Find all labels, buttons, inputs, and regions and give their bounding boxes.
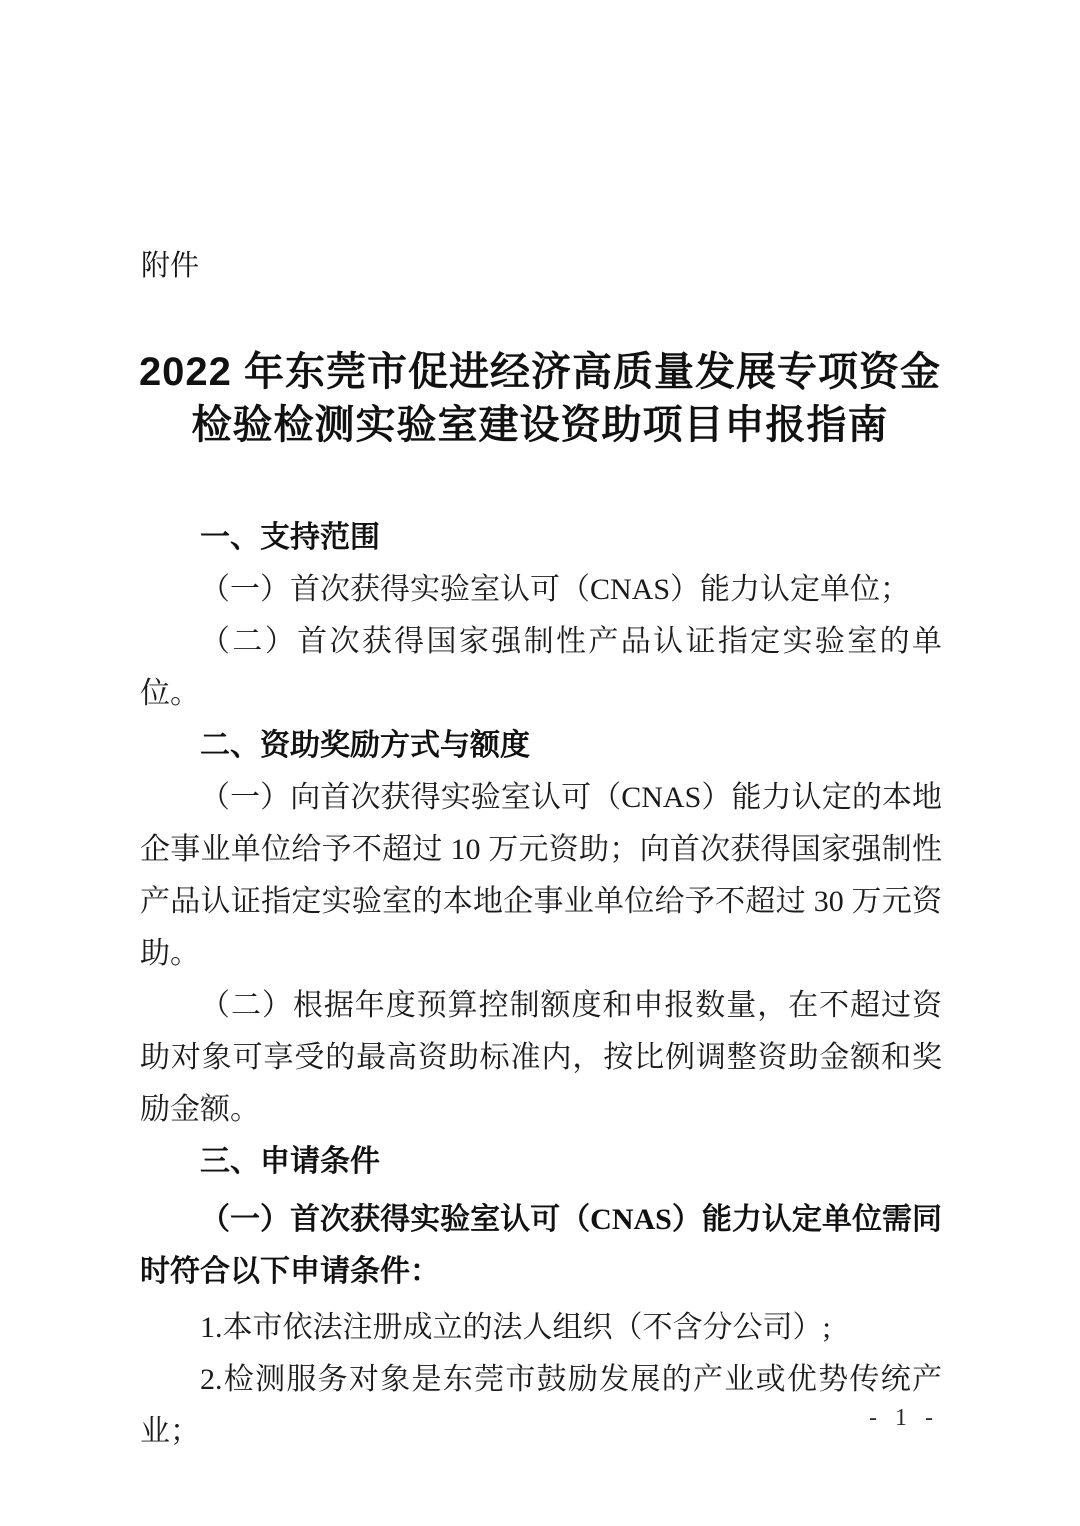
document-title-line-2: 检验检测实验室建设资助项目申报指南 <box>191 403 889 447</box>
paragraph-conditions-intro: （一）首次获得实验室认可（CNAS）能力认定单位需同时符合以下申请条件： <box>140 1203 942 1288</box>
paragraph-condition-1: 1.本市依法注册成立的法人组织（不含分公司）; <box>200 1311 831 1344</box>
document-body <box>140 512 942 1458</box>
page-number: - 1 - <box>869 1405 939 1431</box>
document-title-line-1: 2022 年东莞市促进经济高质量发展专项资金 <box>138 350 942 394</box>
section-heading-support-scope: 一、支持范围 <box>200 521 380 554</box>
section-heading-application-conditions: 三、申请条件 <box>200 1145 380 1178</box>
paragraph-support-scope-item-1: （一）首次获得实验室认可（CNAS）能力认定单位； <box>200 573 911 606</box>
paragraph-condition-2: 2.检测服务对象是东莞市鼓励发展的产业或优势传统产业； <box>140 1363 942 1448</box>
paragraph-funding-item-2: （二）根据年度预算控制额度和申报数量，在不超过资助对象可享受的最高资助标准内，按比例调整资助金额和奖励金额。 <box>140 989 942 1126</box>
section-heading-funding-method: 二、资助奖励方式与额度 <box>200 729 530 762</box>
paragraph-support-scope-item-2: （二）首次获得国家强制性产品认证指定实验室的单位。 <box>140 625 942 710</box>
paragraph-funding-item-1: （一）向首次获得实验室认可（CNAS）能力认定的本地企事业单位给予不超过 10 万元资助；向首次获得国家强制性产品认证指定实验室的本地企事业单位给予不超过 30 万元资助。 <box>140 781 942 970</box>
document-title <box>0 346 1080 452</box>
attachment-label: 附件 <box>141 250 200 282</box>
